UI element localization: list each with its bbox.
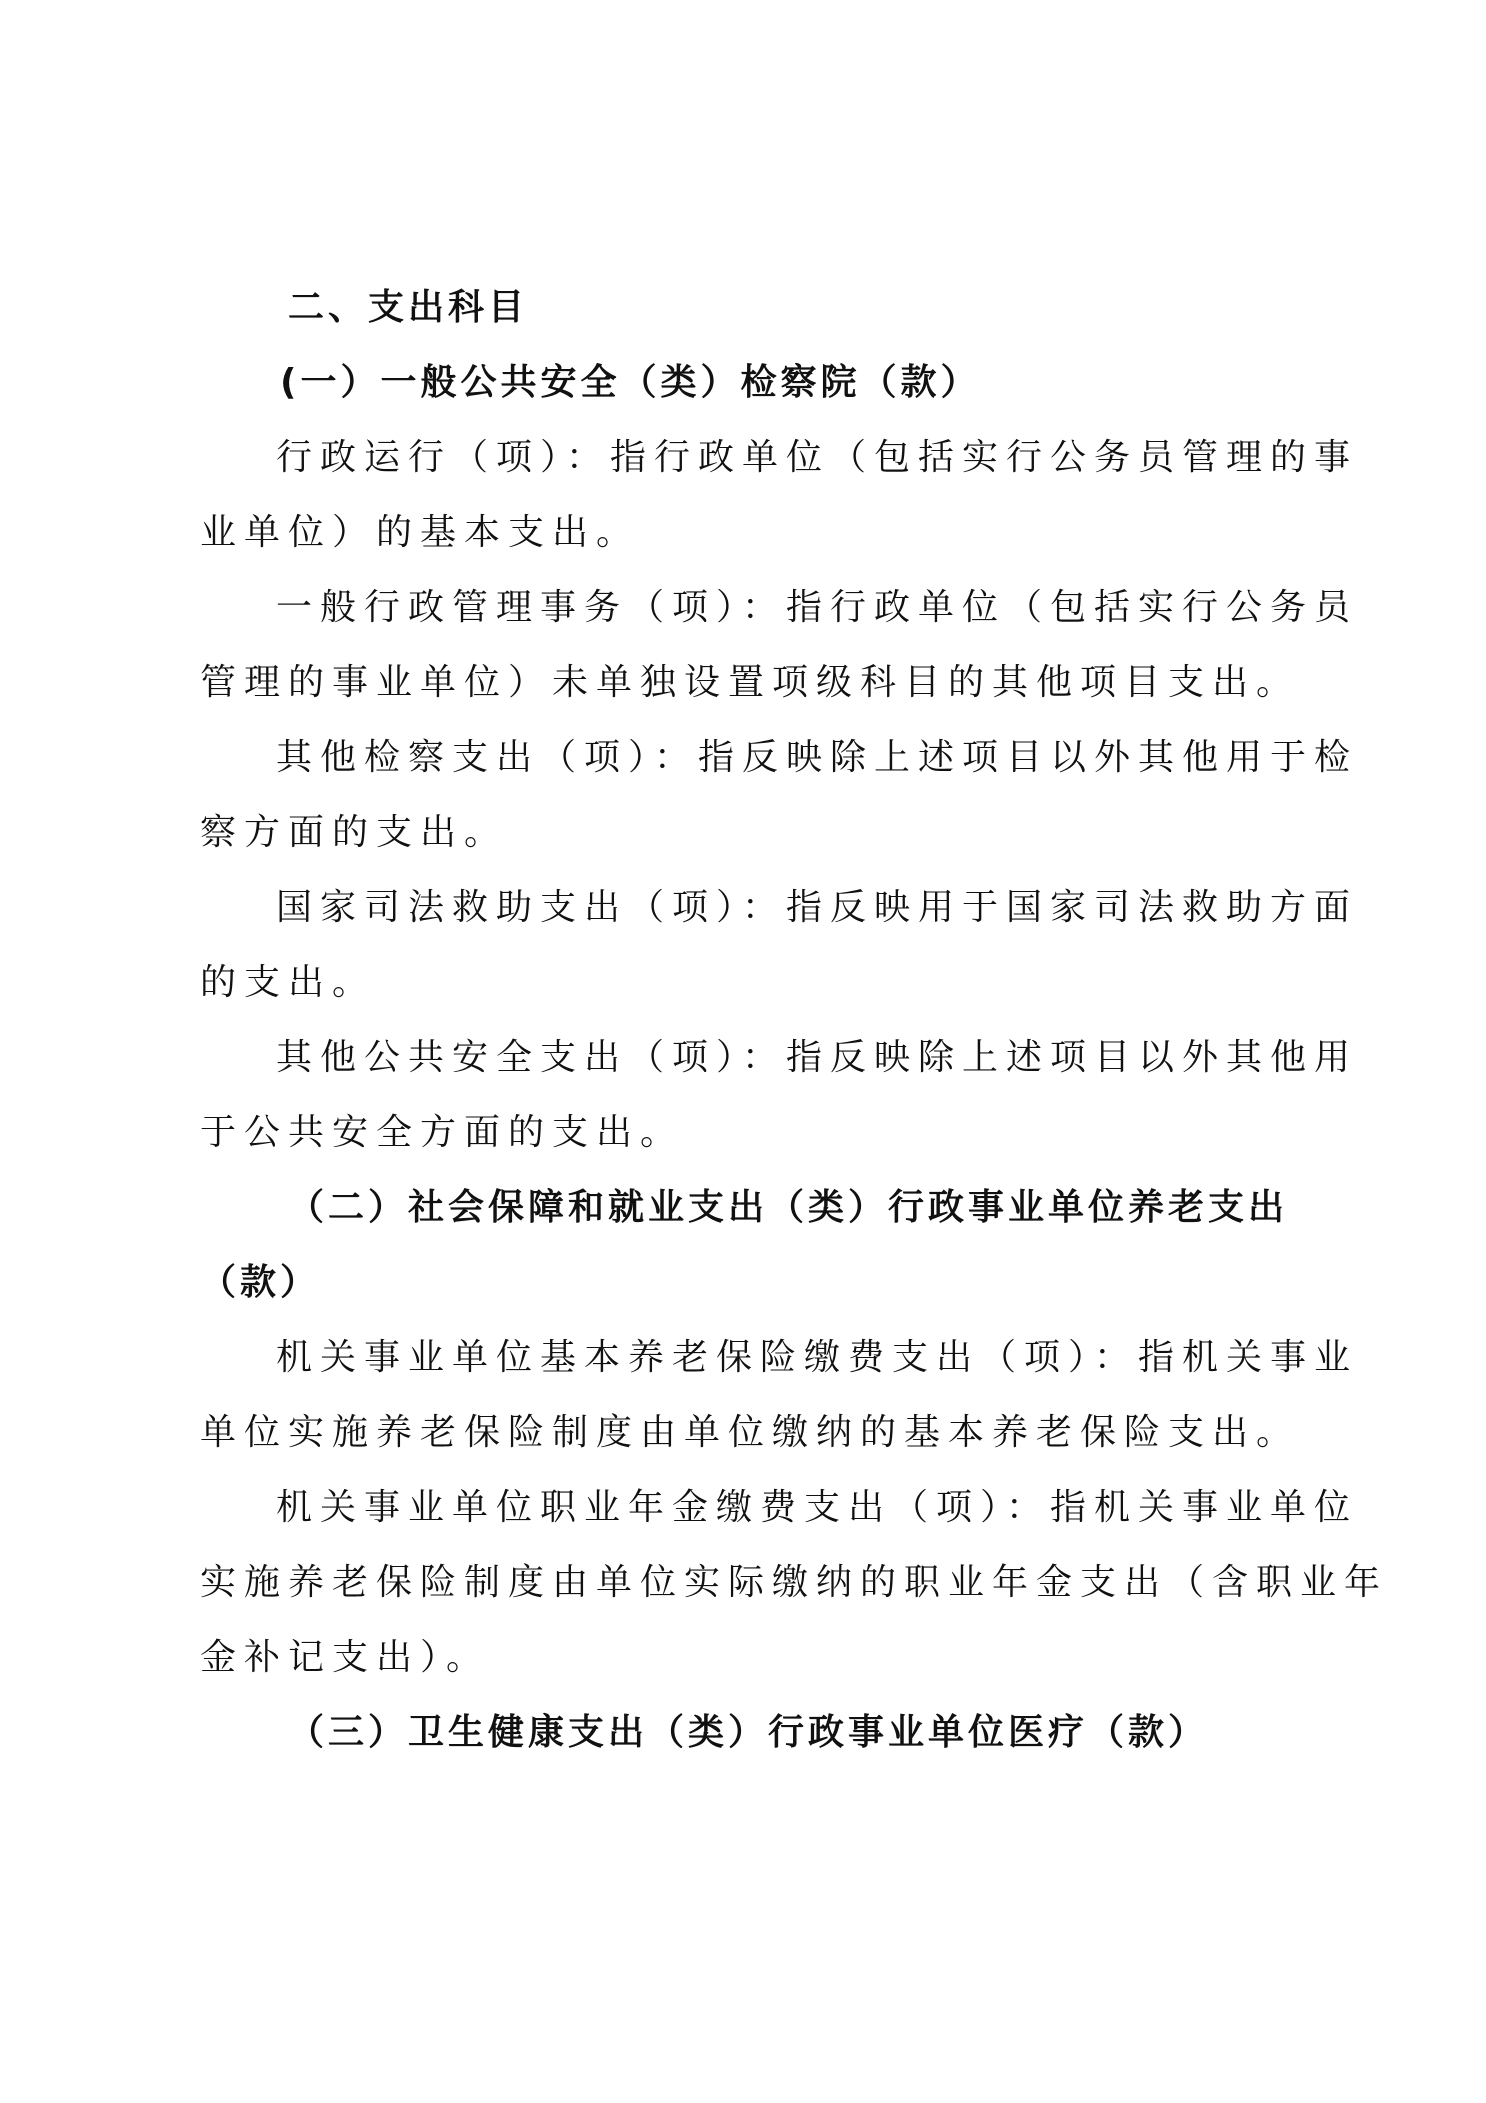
paragraph-line: 金补记支出）。 [200, 1637, 491, 1678]
paragraph-line: 国家司法救助支出（项）：指反映用于国家司法救助方面 [276, 887, 1359, 928]
paragraph-line: 单位实施养老保险制度由单位缴纳的基本养老保险支出。 [200, 1412, 1301, 1453]
subsection-1-heading: (一）一般公共安全（类）检察院（款） [280, 362, 981, 403]
paragraph-line: 机关事业单位基本养老保险缴费支出（项）：指机关事业 [276, 1337, 1359, 1378]
paragraph-line: 行政运行（项）：指行政单位（包括实行公务员管理的事 [276, 437, 1359, 478]
subsection-3-heading: （三）卫生健康支出（类）行政事业单位医疗（款） [288, 1712, 1209, 1753]
paragraph-line: 一般行政管理事务（项）：指行政单位（包括实行公务员 [276, 587, 1359, 628]
document-body [200, 270, 1389, 1770]
paragraph-line: 的支出。 [200, 962, 377, 1003]
section-title: 二、支出科目 [288, 287, 529, 328]
paragraph-line: 察方面的支出。 [200, 812, 509, 853]
paragraph-line: 机关事业单位职业年金缴费支出（项）：指机关事业单位 [276, 1487, 1359, 1528]
paragraph-line: 管理的事业单位）未单独设置项级科目的其他项目支出。 [200, 662, 1301, 703]
paragraph-line: 其他公共安全支出（项）：指反映除上述项目以外其他用 [276, 1037, 1359, 1078]
paragraph-line: 业单位）的基本支出。 [200, 512, 641, 553]
subsection-2-heading: （二）社会保障和就业支出（类）行政事业单位养老支出 [288, 1187, 1289, 1228]
paragraph-line: 实施养老保险制度由单位实际缴纳的职业年金支出（含职业年 [200, 1562, 1389, 1603]
paragraph-line: 其他检察支出（项）：指反映除上述项目以外其他用于检 [276, 737, 1359, 778]
subsection-2-heading-continued: （款） [200, 1262, 321, 1303]
paragraph-line: 于公共安全方面的支出。 [200, 1112, 685, 1153]
